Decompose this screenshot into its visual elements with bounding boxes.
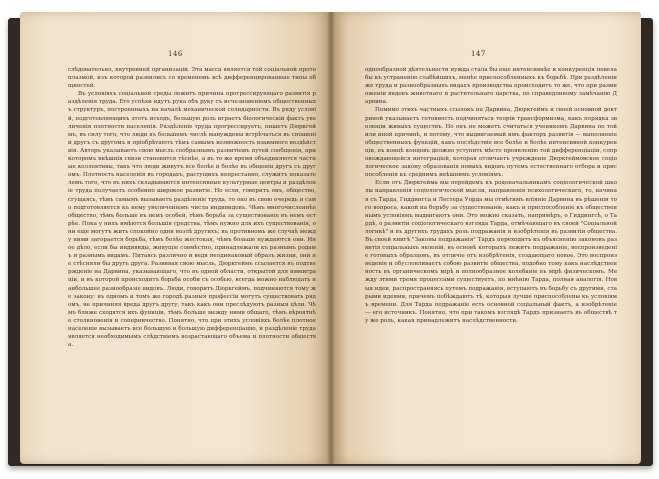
left-page-number: 146 <box>168 50 183 58</box>
right-page <box>331 12 641 464</box>
right-paragraph: Если отъ Дюркгейма мы перейдемъ къ родоначальникамъ соціологической школы направленія соціологической мысли, направленія психологическаго, то, начиная съ Тарда, Гиддингса и Лестера Уорда мы отмѣтимъ вліяніе Дарвина въ рѣшеніи того вопроса, какой на борьбу за существованіе, какъ и приспособленіе къ общественнымъ условіямъ выдвигаютъ они. Это можно сказать, напримѣръ, о Гиддингсѣ, о Тардѣ, о развитіи соціологическаго взгляда Тарда, отмѣчающаго въ своей "Соціальной логикѣ" и въ другихъ трудахъ роль подражанія и изобрѣтенія въ развитіи общества. Въ своей книгѣ "Законы подражанія" Тардъ переходитъ къ объясненію законовъ развитія соціальныхъ явленій, въ основѣ которыхъ лежитъ подражаніе, воспроизведеніе готовыхъ образцовъ, въ отличіе отъ изобрѣтенія, создающаго новое. Это воспроизведеніе и обусловливаетъ собою развитіе общества, подобно тому какъ наслѣдственность въ органическомъ мірѣ и волнообразное колебаніе въ мірѣ физическомъ. Между этими тремя процессами существуетъ, по мнѣнію Тарда, полная аналогія. Новыя идеи, распространяясь путемъ подражанія, вступаютъ въ борьбу съ другими, старыми идеями, причемъ побѣждаютъ тѣ, которыя лучше приспособлены къ условіямъ времени. Для Тарда подражаніе есть основной соціальный фактъ, а изобрѣтеніе — его источникъ. Понятно, что при такомъ взглядѣ Тардъ признаетъ въ обществѣ ту же роль, какая принадлежитъ наслѣдственности. <box>365 180 617 324</box>
open-book <box>8 6 653 472</box>
left-page-text <box>68 66 316 349</box>
book-gutter <box>327 12 335 464</box>
left-paragraph: слѣдовательно, внутренней организаціи. Эта масса является той соціальной протоплазмой, изъ которой развились со временемъ всѣ дифференцированные типы общностей. <box>68 67 316 90</box>
right-page-text <box>365 66 617 325</box>
left-page <box>20 12 331 464</box>
right-page-number: 147 <box>471 50 486 58</box>
right-paragraph: Помимо этихъ частныхъ ссылокъ на Дарвина, Дюркгеймъ и своей основной доктриной указываетъ готовность подчиняться теоріи трансформизма, какъ порядка эволюціи живыхъ существъ. Но онъ не можетъ считаться ученикомъ Дарвина по той или иной причинѣ, и потому, что выдвигаемый имъ факторъ развитія — выполненіе общественныхъ функцій, какъ послѣдствіе все болѣе и болѣе интенсивной конкуренціи, въ концѣ концовъ должно уступить мѣсто проявленію той дифференціаціи, сопровождающейся интеграціей, которая отличаетъ учрежденіе Дюркгеймовское соціологическое закону образованія новыхъ видовъ путемъ естественнаго отбора и приспособленія къ среднимъ внѣшнимъ условіямъ. <box>365 107 617 179</box>
right-paragraph: однообразной дѣятельности нужда стала бы еще интенсивнѣе и конкуренція повела бы къ устраненію слабѣйшихъ, менѣе приспособленныхъ къ борьбѣ. При раздѣленіи же труда и разнообразныхъ видахъ производства происходитъ то же, что при размноженіи видовъ животнаго и растительнаго царства, по справедливому замѣчанію Дарвина. <box>365 67 617 106</box>
left-paragraph: Въ условіяхъ соціальной среды лежитъ причина прогрессирующаго развитія раздѣленія труда. Его успѣхи идутъ рука объ руку съ исчезновеніемъ общественныхъ структуръ, построенныхъ на началѣ механической солидарности. Въ ряду условій, подготовляющихъ этотъ исходъ, большую роль играетъ біологическій фактъ увеличенія плотности населенія. Раздѣленіе труда прогрессируетъ, пишетъ Дюркгеймъ, въ силу того, что люди въ большемъ числѣ вынуждены встрѣчаться въ сношеніи другъ съ другомъ и пріобрѣтаютъ тѣмъ самымъ возможность взаимного воздѣйствія. Авторъ указываетъ свою мысль сообразнымъ развитіемъ путей сообщенія, при которомъ внѣшнія связи становятся тѣснѣе, а въ то же время объединяются частные коллективы, такъ что люди живутъ все болѣе и болѣе въ общеніи другъ съ другомъ. Плотность населенія въ городахъ, растущихъ непрестанно, служитъ показателемъ того, что въ нихъ складываются интенсивные культурные центры и раздѣленіе труда получаетъ особенно широкое развитіе. Но если, говоритъ онъ, общество, сгущаясь, тѣмъ самымъ вызываетъ раздѣленіе труда, то оно въ свою очередь и само подготовляется къ нему увеличеніемъ числа индивидовъ. Чѣмъ многочисленнѣе общество, тѣмъ больше въ немъ особей, тѣмъ борьба за существованіе въ немъ острѣе. Пока у нихъ имѣются большія средства, тѣмъ нужно для ихъ существованія, они еще могутъ жить спокойно одни возлѣ другихъ; въ противномъ же случаѣ между ними загорается борьба, тѣмъ болѣе жестокая, чѣмъ больше нуждаются они. Иное дѣло, если бы индивиды, живущіе совмѣстно, принадлежали къ разнымъ родамъ и разнымъ видамъ. Питаясь различно и ведя неодинаковый образъ жизни, они не стѣсняли бы другъ друга. Развивая свою мысль, Дюркгеймъ ссылается въ подтвержденіе на Дарвина, указывающаго, что въ одной области, открытой для иммиграціи, и въ которой происходитъ борьба особи съ особью, всегда можно наблюдать наибольшее разнообразіе видовъ. Люди, говоритъ Дюркгеймъ, подчиняются тому же закону: въ одномъ и томъ же городѣ разныя профессіи могутъ существовать рядомъ, не причиняя вреда другъ другу, такъ какъ они преслѣдуютъ разныя цѣли. Чѣмъ ближе сходятся ихъ функціи, тѣмъ больше между ними общаго, тѣмъ вѣроятнѣе столкновенія и соперничество. Понятно, что при этихъ условіяхъ болѣе плотное населеніе вызываетъ все большую и большую дифференціацію, и раздѣленіе труда является необходимымъ слѣдствіемъ возрастающаго объема и плотности общества. <box>68 91 317 349</box>
